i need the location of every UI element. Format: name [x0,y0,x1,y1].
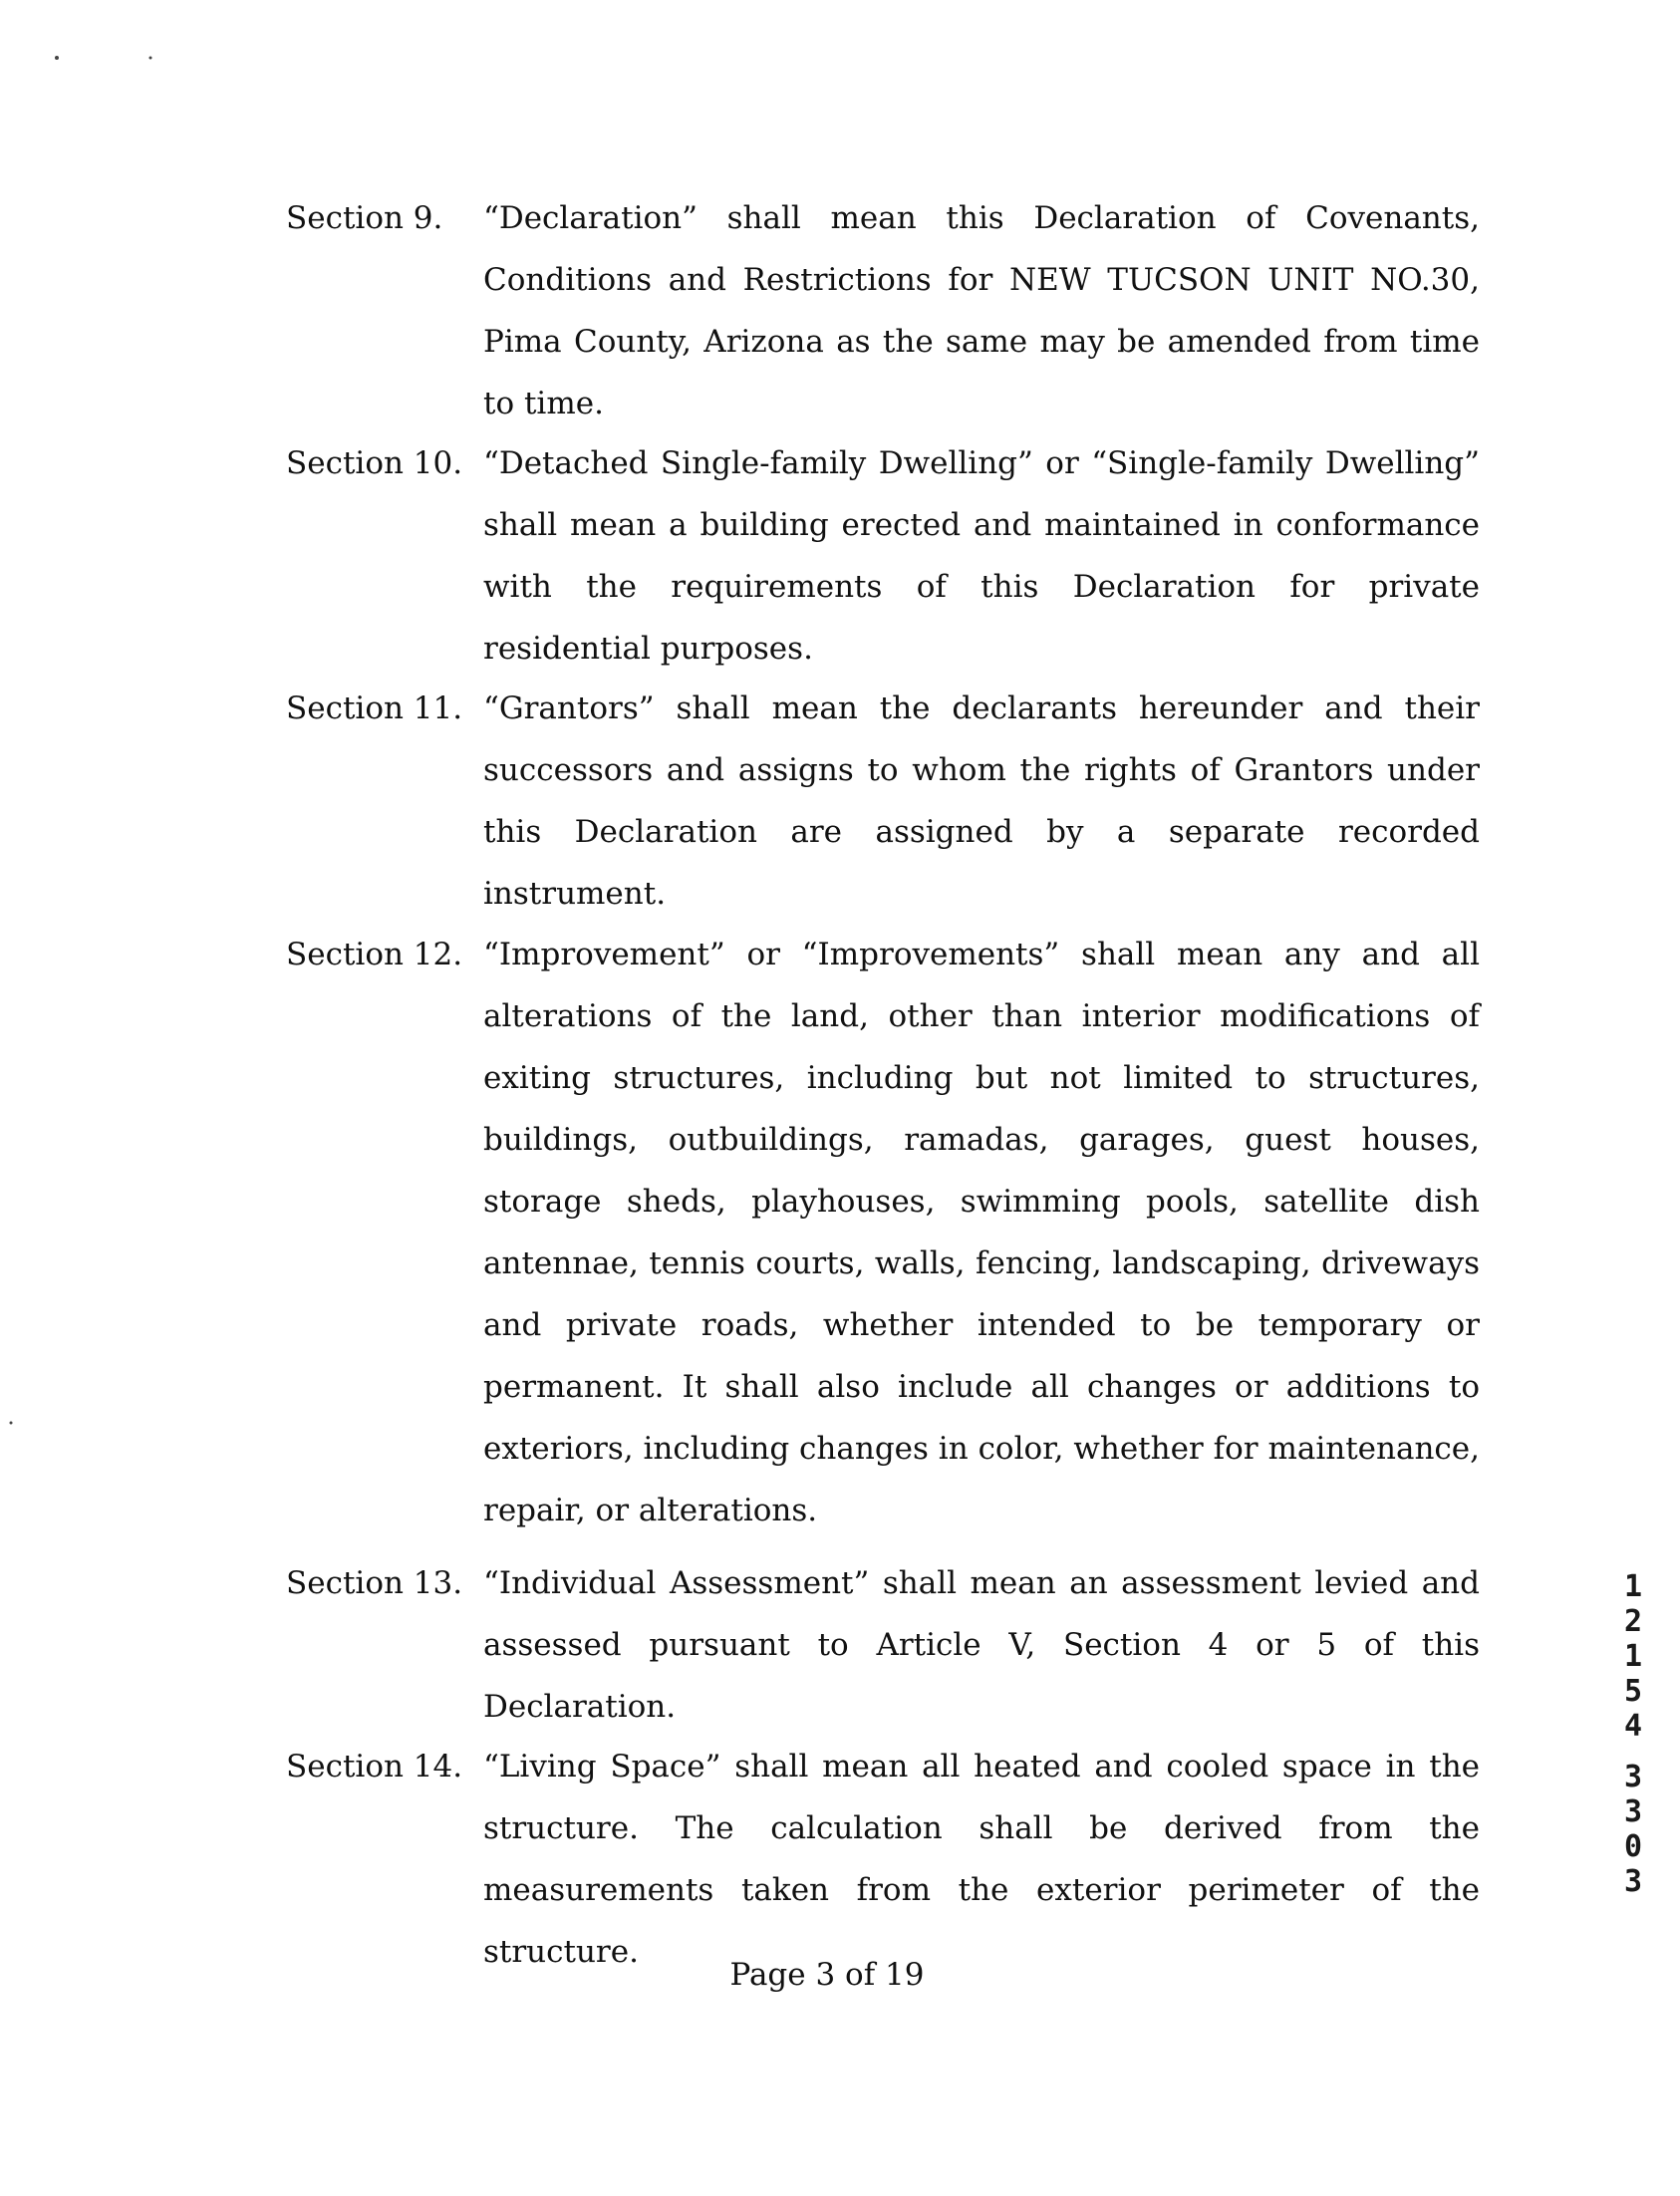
stamp-page: 3303 [1623,1760,1643,1899]
section-text: “Declaration” shall mean this Declaration of Covenants, Conditions and Restrictions for NEW TUCSON UNIT NO.30, Pima County, Arizona as the same may be amended from time to time. [483,200,1480,421]
section-text: “Individual Assessment” shall mean an assessment levied and assessed pursuant to Article V, Section 4 or 5 of this Declaration. [483,1565,1480,1725]
section-label: Section 11. [286,690,463,726]
recording-stamp [1618,1569,1648,1899]
section-text: “Detached Single-family Dwelling” or “Single-family Dwelling” shall mean a building erected and maintained in conformance with the requirements of this Declaration for private residential purposes. [483,445,1480,667]
page-number: Page 3 of 19 [729,1957,925,1993]
stamp-gap [1618,1744,1648,1760]
section-label: Section 10. [286,445,463,481]
section-label: Section 9. [286,200,443,236]
section-label: Section 13. [286,1565,463,1601]
section-label: Section 14. [286,1749,463,1784]
section-label: Section 12. [286,937,463,972]
section-text: “Improvement” or “Improvements” shall mean any and all alterations of the land, other than interior modifications of exiting structures, including but not limited to structures, buildings, outbuildings, ramadas, garages, guest houses, storage sheds, playhouses, swimming pools, satellite dish antennae, tennis courts, walls, fencing, landscaping, driveways and private roads, whether intended to be temporary or permanent. It shall also include all changes or additions to exteriors, including changes in color, whether for maintenance, repair, or alterations. [483,937,1480,1528]
section-text: “Living Space” shall mean all heated and cooled space in the structure. The calculation shall be derived from the measurements taken from the exterior perimeter of the structure. [483,1749,1480,1970]
stamp-docket: 12154 [1623,1569,1643,1744]
section-text: “Grantors” shall mean the declarants hereunder and their successors and assigns to whom the rights of Grantors under this Declaration are assigned by a separate recorded instrument. [483,690,1480,912]
